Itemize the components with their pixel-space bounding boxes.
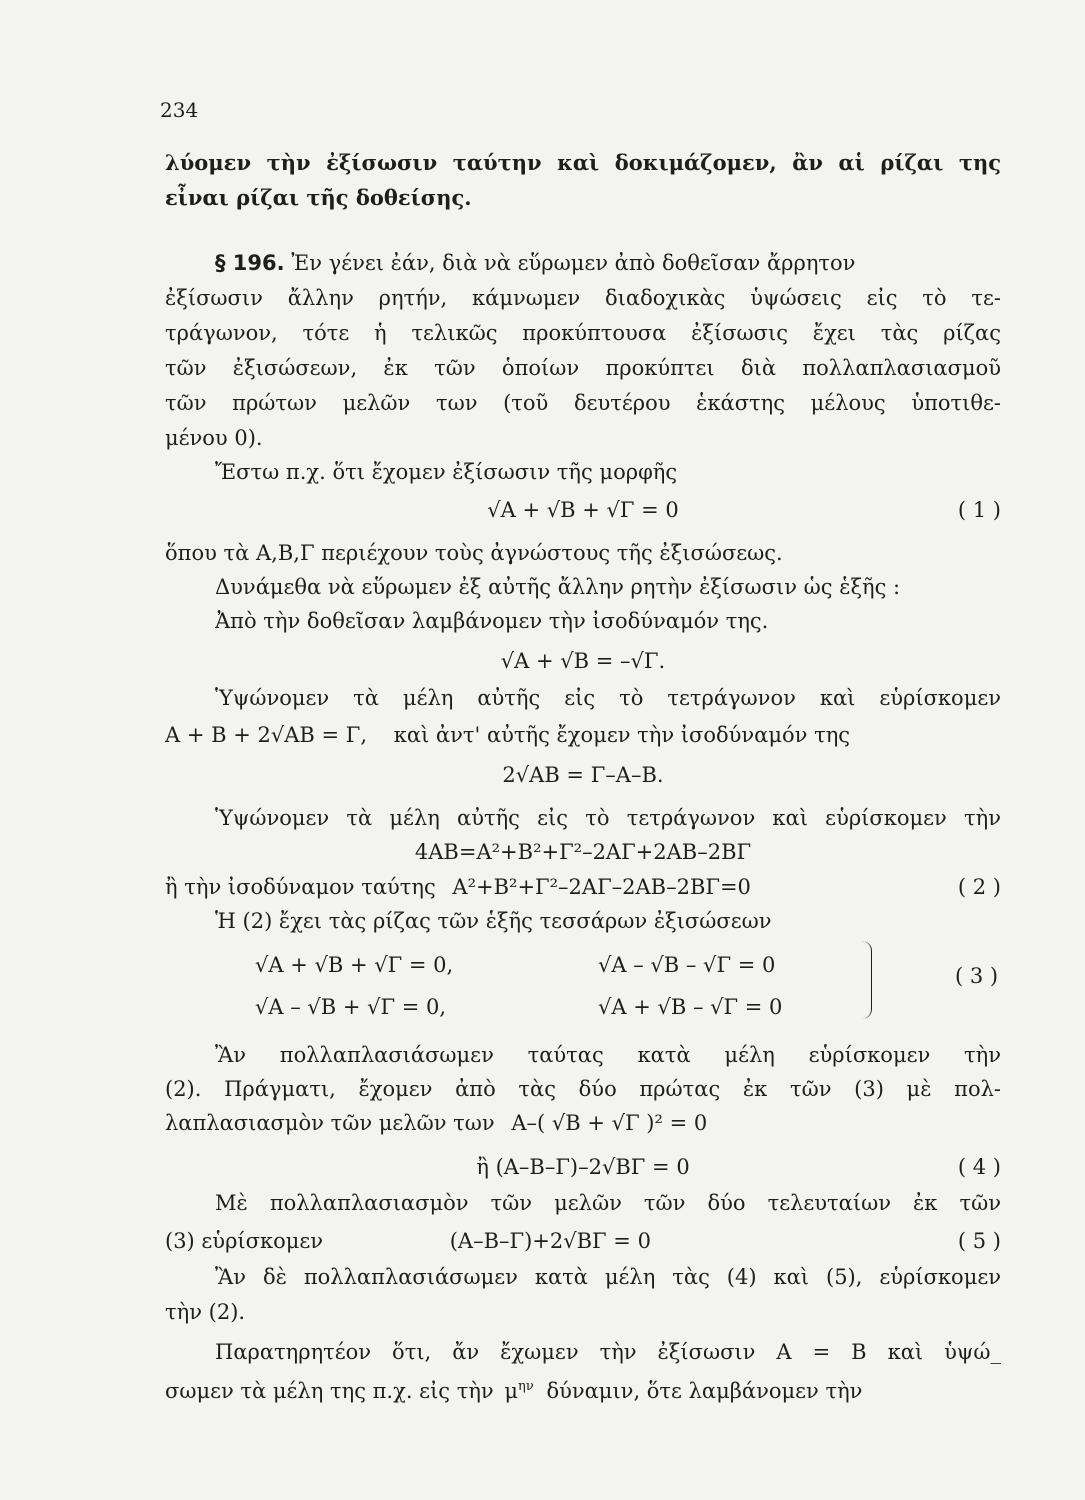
text-line: Ἂν πολλαπλασιάσωμεν ταύτας κατὰ μέλη εὑρίσκομεν τὴν [215,1043,1001,1067]
text-line: μένου 0). [165,426,263,450]
formula: Α–( √Β + √Γ )² = 0 [511,1111,708,1135]
text-line: τῶν πρώτων μελῶν των (τοῦ δευτέρου ἑκάστης μέλους ὑποτιθε- [165,391,1001,415]
formula: ἢ (Α–Β–Γ)–2√ΒΓ = 0 [476,1155,690,1179]
text-line: ἢ τὴν ἰσοδύναμον ταύτης [165,875,436,899]
equation-number: ( 1 ) [957,498,1001,522]
power-symbol: $\mu^{\eta\nu}$ [504,1379,534,1403]
equation-9-line [165,1226,1001,1256]
equation-2: √Α + √Β = –√Γ. [500,649,666,673]
text-line: Μὲ πολλαπλασιασμὸν τῶν μελῶν τῶν δύο τελευταίων ἐκ τῶν [215,1191,1001,1215]
section-number: § 196. [215,251,285,275]
text-line: καὶ ἀντ' αὐτῆς ἔχομεν τὴν ἰσοδύναμόν της [393,723,851,747]
text-line: (2). Πράγματι, ἔχομεν ἀπὸ τὰς δύο πρώτας ἐκ τῶν (3) μὲ πολ- [165,1077,1001,1101]
text-line: Παρατηρητέον ὅτι, ἄν ἔχωμεν τὴν ἐξίσωσιν Α = Β καὶ ὑψώ_ [215,1340,1001,1364]
text-line: Ἔστω π.χ. ὅτι ἔχομεν ἐξίσωσιν τῆς μορφῆς [215,460,678,484]
text-line: ἐξίσωσιν ἄλλην ρητήν, κάμνωμεν διαδοχικὰς ὑψώσεις εἰς τὸ τε- [165,286,1001,310]
text-line: Ὑψώνομεν τὰ μέλη αὐτῆς εἰς τὸ τετράγωνον καὶ εὑρίσκομεν [215,686,1001,710]
page-number: 234 [160,98,199,122]
equation-7-line [165,1108,1001,1138]
text-line: σωμεν τὰ μέλη της π.χ. εἰς τὴν [165,1379,494,1403]
last-line [165,1372,1001,1406]
text-line: (3) εὑρίσκομεν [165,1229,324,1253]
text-line: Δυνάμεθα νὰ εὕρωμεν ἐξ αὐτῆς ἄλλην ρητὴν ἐξίσωσιν ὡς ἑξῆς : [215,575,901,599]
text-line: δύναμιν, ὅτε λαμβάνομεν τὴν [546,1379,863,1403]
equation-number: ( 2 ) [957,875,1001,899]
equation-8 [165,1152,1001,1182]
text-line: Ἂν δὲ πολλαπλασιάσωμεν κατὰ μέλη τὰς (4) καὶ (5), εὑρίσκομεν [215,1265,1001,1289]
text-line: λύομεν τὴν ἐξίσωσιν ταύτην καὶ δοκιμάζομεν, ἂν αἱ ρίζαι της [165,150,1001,175]
equation-3-line [165,720,1001,750]
text-line: τὴν (2). [165,1300,246,1324]
equation-4: 2√ΑΒ = Γ–Α–Β. [502,763,664,787]
equation-number: ( 4 ) [957,1155,1001,1179]
formula: Α + Β + 2√ΑΒ = Γ, [165,723,368,747]
system-eq-3: √Α – √Β + √Γ = 0, [255,995,447,1019]
text-line: τῶν ἐξισώσεων, ἐκ τῶν ὁποίων προκύπτει διὰ πολλαπλασιασμοῦ [165,356,1001,380]
text-line: Ἐν γένει ἐάν, διὰ νὰ εὕρωμεν ἀπὸ δοθεῖσαν ἄρρητον [291,251,856,275]
text-line: τράγωνον, τότε ἡ τελικῶς προκύπτουσα ἐξίσωσις ἔχει τὰς ρίζας [165,321,1001,345]
formula: (Α–Β–Γ)+2√ΒΓ = 0 [449,1229,651,1253]
text-line: λαπλασιασμὸν τῶν μελῶν των [165,1111,495,1135]
text-line: Ἡ (2) ἔχει τὰς ρίζας τῶν ἑξῆς τεσσάρων ἐξισώσεων [215,909,772,933]
equation-number: ( 3 ) [955,964,999,988]
text-line: Ἀπὸ τὴν δοθεῖσαν λαμβάνομεν τὴν ἰσοδύναμόν της. [215,609,769,633]
right-brace [857,941,872,1019]
formula: √Α + √Β + √Γ = 0 [487,498,679,522]
text-line: Ὑψώνομεν τὰ μέλη αὐτῆς εἰς τὸ τετράγωνον καὶ εὑρίσκομεν τὴν [215,806,1001,830]
text-line: εἶναι ρίζαι τῆς δοθείσης. [165,185,472,210]
paragraph-start [215,248,1001,278]
equation-number: ( 5 ) [957,1229,1001,1253]
equation-6-line [165,872,1001,902]
system-eq-1: √Α + √Β + √Γ = 0, [255,953,454,977]
formula: Α²+Β²+Γ²–2ΑΓ–2ΑΒ–2ΒΓ=0 [452,875,751,899]
system-eq-4: √Α + √Β – √Γ = 0 [598,995,783,1019]
system-eq-2: √Α – √Β – √Γ = 0 [598,953,776,977]
text-line: ὅπου τὰ Α,Β,Γ περιέχουν τοὺς ἀγνώστους τῆς ἐξισώσεως. [165,541,783,565]
equation-5: 4ΑΒ=Α²+Β²+Γ²–2ΑΓ+2ΑΒ–2ΒΓ [414,840,752,864]
equation-1 [165,495,1001,525]
